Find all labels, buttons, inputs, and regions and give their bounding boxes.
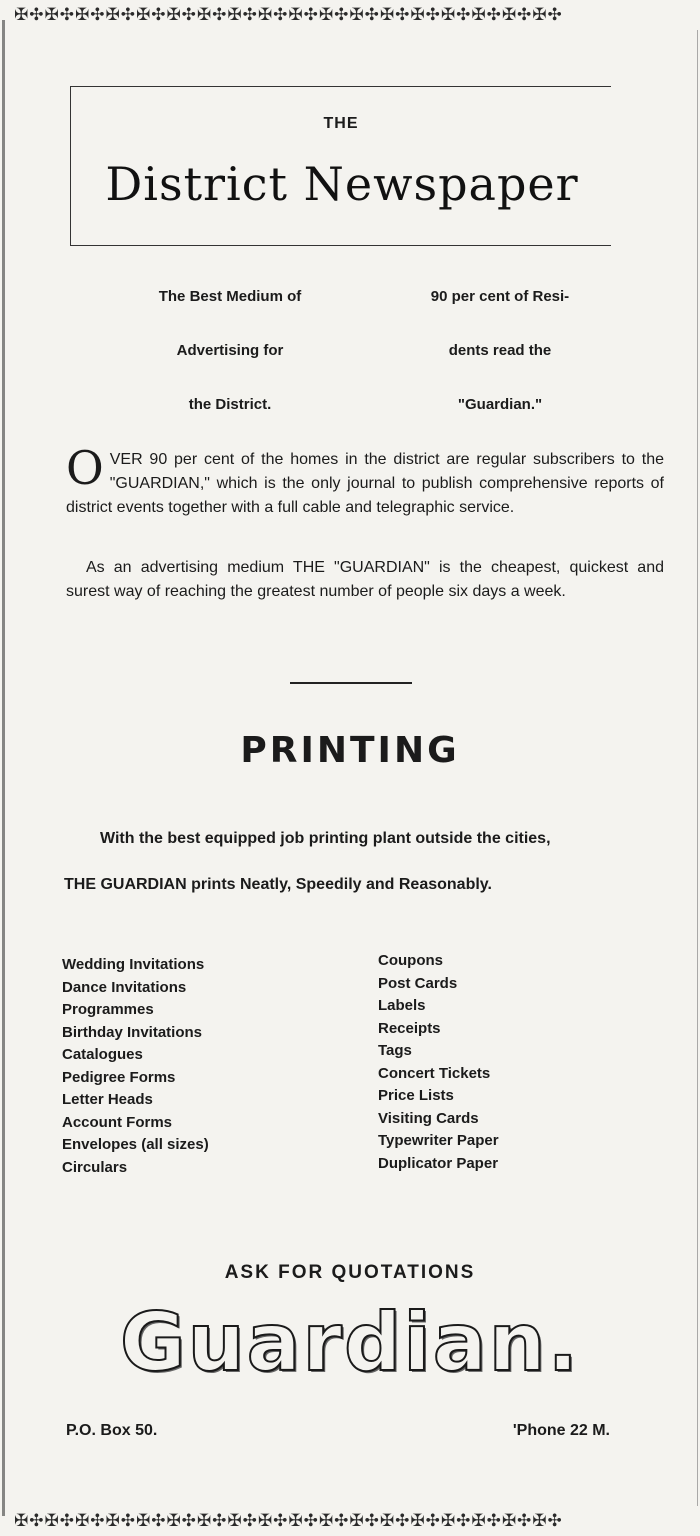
list-item: Typewriter Paper <box>378 1132 499 1149</box>
column-left-line: the District. <box>188 396 272 413</box>
list-item: Circulars <box>62 1158 128 1176</box>
list-item: Letter Heads <box>62 1091 153 1108</box>
list-item: Coupons <box>378 952 443 969</box>
guardian-logo: Guardian. <box>119 1296 581 1389</box>
column-right-line: dents read the <box>448 342 552 359</box>
section-divider <box>290 682 412 684</box>
list-item: Concert Tickets <box>378 1064 491 1082</box>
printing-items-left <box>62 954 209 1179</box>
printing-items-right <box>378 950 499 1175</box>
list-item: Duplicator Paper <box>378 1154 499 1172</box>
po-box: P.O. Box 50. <box>66 1422 158 1439</box>
list-item: Birthday Invitations <box>62 1023 203 1041</box>
list-item: Account Forms <box>62 1113 173 1131</box>
list-item: Dance Invitations <box>62 978 187 996</box>
masthead-the: THE <box>323 115 359 132</box>
list-item: Tags <box>378 1042 412 1059</box>
masthead <box>70 86 611 246</box>
list-item: Price Lists <box>378 1087 454 1104</box>
list-item: Post Cards <box>378 974 458 992</box>
column-right-line: 90 per cent of Resi- <box>430 288 570 305</box>
list-item: Labels <box>378 997 426 1014</box>
list-item: Catalogues <box>62 1046 143 1063</box>
column-right <box>380 270 620 432</box>
column-right-line: "Guardian." <box>457 396 543 413</box>
column-left <box>100 270 360 432</box>
paragraph-subscribers <box>66 441 664 520</box>
printing-heading: PRINTING <box>240 730 460 771</box>
printing-intro-line-2: THE GUARDIAN prints Neatly, Speedily and Reasonably. <box>64 876 492 893</box>
column-left-line: The Best Medium of <box>158 288 302 305</box>
list-item: Wedding Invitations <box>62 956 205 973</box>
list-item: Envelopes (all sizes) <box>62 1136 209 1153</box>
ornament-border-bottom: ✠✣✠✣✠✣✠✣✠✣✠✣✠✣✠✣✠✣✠✣✠✣✠✣✠✣✠✣✠✣✠✣✠✣✠✣ <box>14 1511 563 1531</box>
column-left-line: Advertising for <box>176 342 284 359</box>
ornament-border-top: ✠✣✠✣✠✣✠✣✠✣✠✣✠✣✠✣✠✣✠✣✠✣✠✣✠✣✠✣✠✣✠✣✠✣✠✣ <box>14 5 563 25</box>
list-item: Programmes <box>62 1001 154 1018</box>
list-item: Receipts <box>378 1019 441 1037</box>
printing-intro-line-1: With the best equipped job printing plant outside the cities, <box>100 830 551 847</box>
list-item: Visiting Cards <box>378 1109 479 1127</box>
paragraph-advertising: As an advertising medium THE "GUARDIAN" is the cheapest, quickest and surest way of reaching the greatest number of people six days a week. <box>66 559 664 600</box>
phone-number: 'Phone 22 M. <box>512 1422 610 1439</box>
paragraph-subscribers-text: VER 90 per cent of the homes in the district are regular subscribers to the "GUARDIAN," which is the only journal to publish comprehensive reports of district events together with a full cable and telegraphic service. <box>66 451 664 516</box>
ask-for-quotations: ASK FOR QUOTATIONS <box>224 1262 476 1283</box>
list-item: Pedigree Forms <box>62 1068 176 1086</box>
masthead-title: District Newspaper <box>105 157 579 211</box>
drop-cap: O <box>66 441 104 495</box>
